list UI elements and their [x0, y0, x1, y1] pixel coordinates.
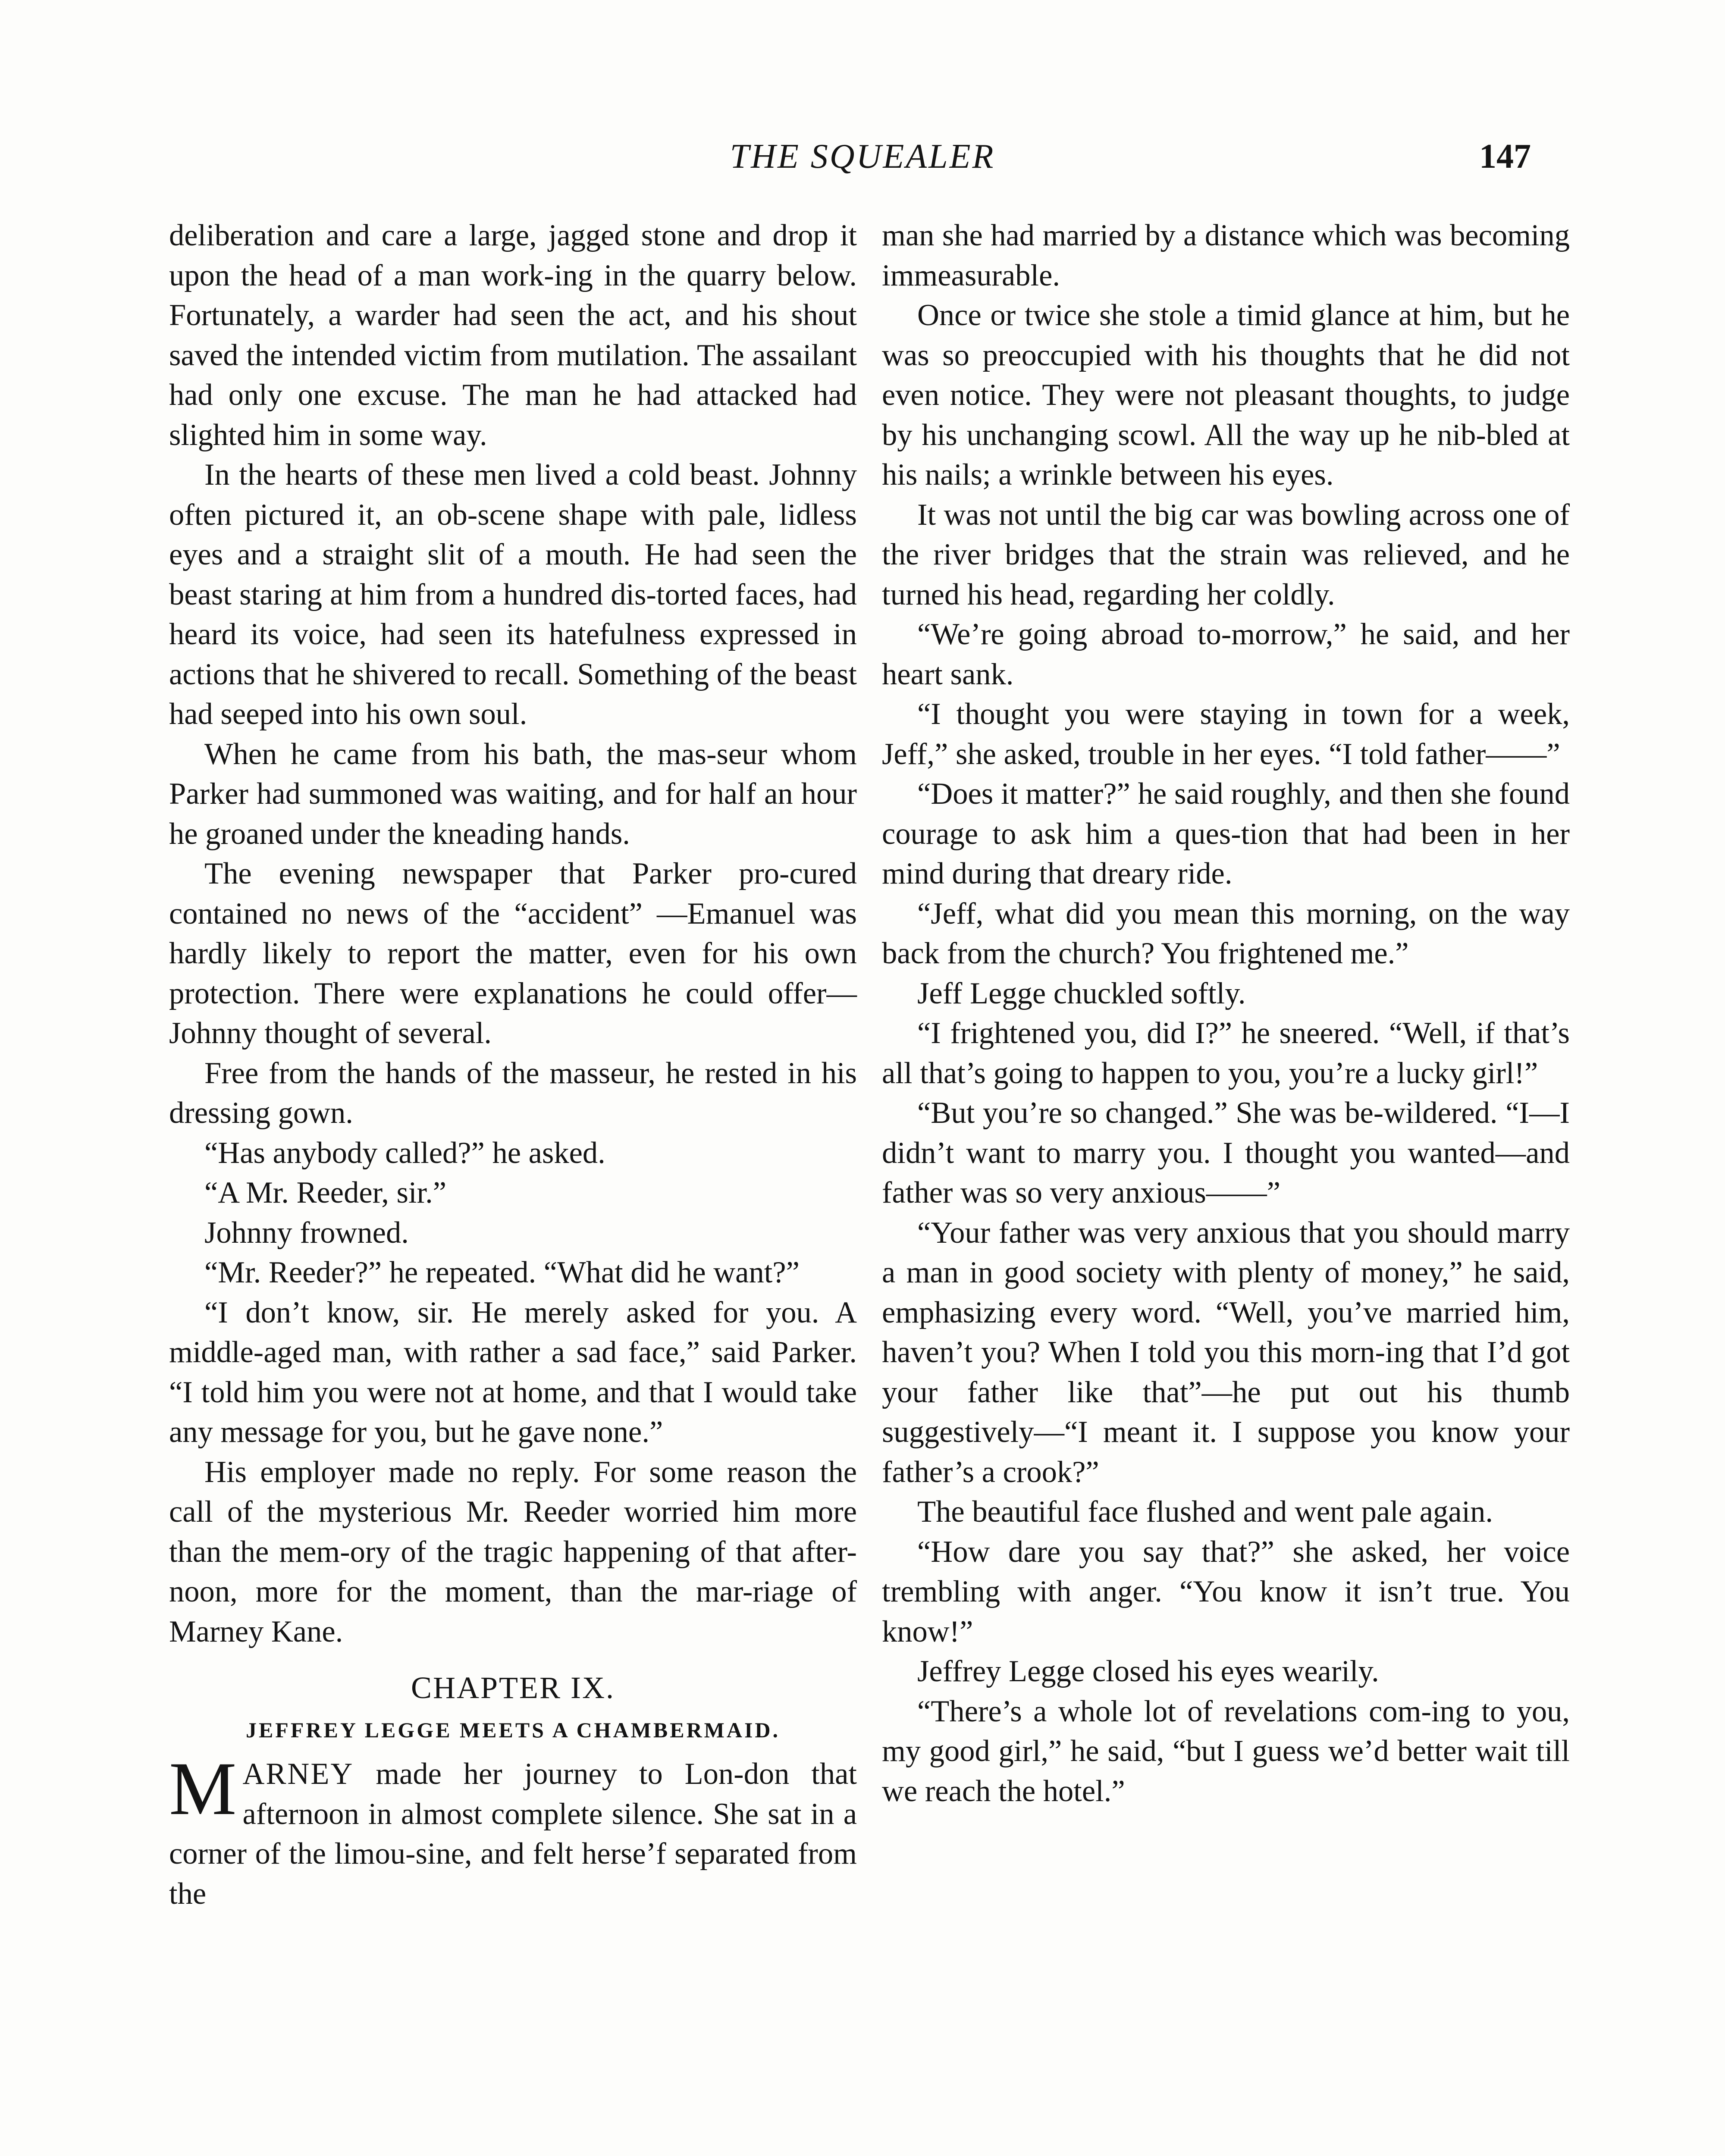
- paragraph: “I thought you were staying in town for a week, Jeff,” she asked, trouble in her eyes. “I told father——”: [882, 697, 1570, 771]
- paragraph: The evening newspaper that Parker pro-cured contained no news of the “accident” —Emanuel was hardly likely to report the matter, even for his own protection. There were explanations he could offer—Johnny thought of several.: [169, 857, 857, 1050]
- paragraph: “Your father was very anxious that you should marry a man in good society with plenty of money,” he said, emphasizing every word. “Well, you’ve married him, haven’t you? When I told you this morn-ing that I’d got your father like that”—he put out his thumb suggestively—“I meant it. I suppose you know your father’s a crook?”: [882, 1216, 1570, 1489]
- chapter-title: CHAPTER IX.: [411, 1670, 615, 1705]
- paragraph: The beautiful face flushed and went pale again.: [917, 1495, 1493, 1529]
- paragraph: Once or twice she stole a timid glance at him, but he was so preoccupied with his thoughts that he did not even notice. They were not pleasant thoughts, to judge by his unchanging scowl. All the way up he nib-bled at his nails; a wrinkle between his eyes.: [882, 298, 1570, 492]
- opening-text: made her journey to Lon-don that afternoon in almost complete silence. She sat in a corner of the limou-sine, and felt herse’f separated from the: [169, 1757, 857, 1911]
- paragraph: “But you’re so changed.” She was be-wildered. “I—I didn’t want to marry you. I thought you wanted—and father was so very anxious——”: [882, 1096, 1570, 1210]
- paragraph: “Does it matter?” he said roughly, and then she found courage to ask him a ques-tion that had been in her mind during that dreary ride.: [882, 777, 1570, 890]
- first-word: ARNEY: [242, 1757, 354, 1791]
- paragraph: “A Mr. Reeder, sir.”: [204, 1176, 447, 1210]
- paragraph: Free from the hands of the masseur, he rested in his dressing gown.: [169, 1056, 857, 1130]
- paragraph: “I don’t know, sir. He merely asked for you. A middle-aged man, with rather a sad face,” said Parker. “I told him you were not at home, and that I would take any message for you, but he gave none.”: [169, 1295, 857, 1449]
- paragraph: “How dare you say that?” she asked, her voice trembling with anger. “You know it isn’t true. You know!”: [882, 1535, 1570, 1648]
- drop-cap: M: [169, 1747, 237, 1831]
- left-column: [169, 216, 857, 1914]
- chapter-opening-paragraph: [169, 1747, 857, 1914]
- paragraph: “Jeff, what did you mean this morning, on the way back from the church? You frightened me.”: [882, 896, 1570, 970]
- paragraph: man she had married by a distance which was becoming immeasurable.: [882, 219, 1570, 292]
- paragraph: Johnny frowned.: [204, 1216, 409, 1250]
- paragraph: When he came from his bath, the mas-seur whom Parker had summoned was waiting, and for half an hour he groaned under the kneading hands.: [169, 737, 857, 851]
- paragraph: “We’re going abroad to-morrow,” he said, and her heart sank.: [882, 617, 1570, 691]
- running-title: THE SQUEALER: [730, 138, 995, 175]
- paragraph: “I frightened you, did I?” he sneered. “Well, if that’s all that’s going to happen to you, you’re a lucky girl!”: [882, 1016, 1570, 1090]
- page-number: 147: [1479, 138, 1531, 175]
- paragraph: “Mr. Reeder?” he repeated. “What did he want?”: [204, 1256, 800, 1289]
- paragraph: In the hearts of these men lived a cold beast. Johnny often pictured it, an ob-scene shape with pale, lidless eyes and a straight slit of a mouth. He had seen the beast staring at him from a hundred dis-torted faces, had heard its voice, had seen its hatefulness expressed in actions that he shivered to recall. Something of the beast had seeped into his own soul.: [169, 458, 857, 731]
- chapter-heading: [169, 1666, 857, 1751]
- paragraph: His employer made no reply. For some reason the call of the mysterious Mr. Reeder worried him more than the mem-ory of the tragic happening of that after-noon, more for the moment, than the mar-riage of Marney Kane.: [169, 1455, 857, 1648]
- paragraph: deliberation and care a large, jagged stone and drop it upon the head of a man work-ing in the quarry below. Fortunately, a warder had seen the act, and his shout saved the intended victim from mutilation. The assailant had only one excuse. The man he had attacked had slighted him in some way.: [169, 219, 857, 452]
- paragraph: Jeffrey Legge closed his eyes wearily.: [917, 1655, 1379, 1688]
- right-column: [882, 216, 1570, 1811]
- chapter-subtitle: JEFFREY LEGGE MEETS A CHAMBERMAID.: [245, 1718, 781, 1742]
- paragraph: It was not until the big car was bowling across one of the river bridges that the strain was relieved, and he turned his head, regarding her coldly.: [882, 498, 1570, 611]
- paragraph: “Has anybody called?” he asked.: [204, 1136, 605, 1170]
- paragraph: “There’s a whole lot of revelations com-ing to you, my good girl,” he said, “but I guess we’d better wait till we reach the hotel.”: [882, 1694, 1570, 1808]
- paragraph: Jeff Legge chuckled softly.: [917, 976, 1246, 1010]
- page-header: [0, 137, 1725, 185]
